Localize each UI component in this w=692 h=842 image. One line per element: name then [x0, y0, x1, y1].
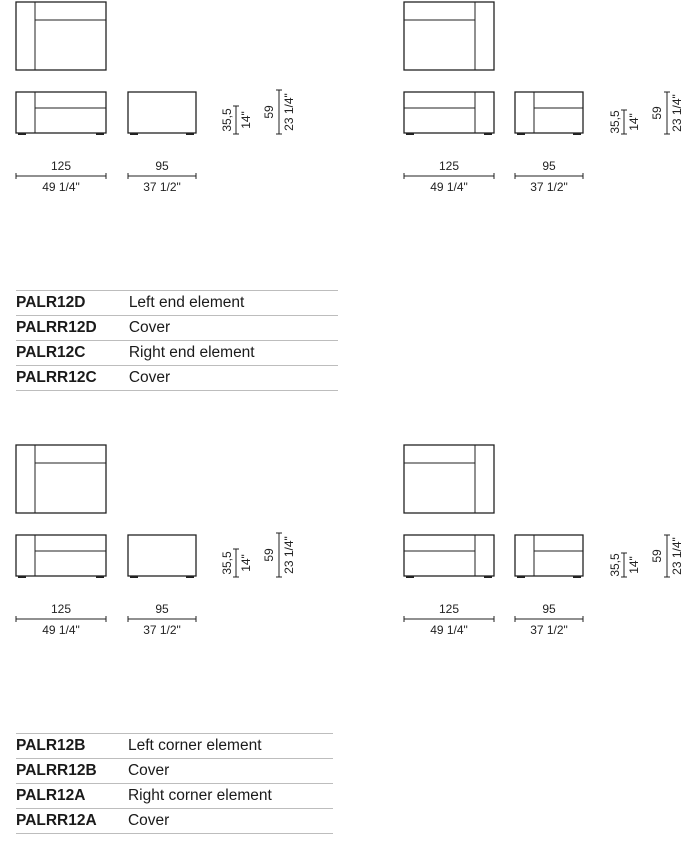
- product-description: Right end element: [129, 341, 338, 366]
- table-row: [16, 291, 338, 316]
- product-description: Left end element: [129, 291, 338, 316]
- width-a-in: 49 1/4": [430, 180, 468, 194]
- seat-height-in: 14": [627, 113, 641, 131]
- width-b-in: 37 1/2": [143, 180, 181, 194]
- seat-height-in: 14": [239, 111, 253, 129]
- width-a-cm: 125: [50, 602, 72, 616]
- seat-height-in: 14": [627, 556, 641, 574]
- product-code: PALRR12A: [16, 809, 128, 834]
- drawing-left-corner-element: [16, 445, 282, 622]
- seat-height-cm: 35,5: [608, 110, 622, 134]
- total-height-in: 23 1/4": [282, 93, 296, 131]
- width-b-in: 37 1/2": [530, 623, 568, 637]
- product-code: PALR12A: [16, 784, 128, 809]
- product-description: Cover: [128, 759, 333, 784]
- width-b-cm: 95: [155, 602, 169, 616]
- product-description: Right corner element: [128, 784, 333, 809]
- dimension-labels-block-2: [430, 94, 684, 194]
- product-code: PALR12C: [16, 341, 129, 366]
- total-height-in: 23 1/4": [282, 536, 296, 574]
- total-height-cm: 59: [262, 105, 276, 119]
- width-a-cm: 125: [438, 159, 460, 173]
- seat-height-cm: 35,5: [220, 551, 234, 575]
- table-row: [16, 759, 333, 784]
- drawing-right-end-element: [404, 2, 670, 179]
- width-a-in: 49 1/4": [42, 623, 80, 637]
- total-height-cm: 59: [262, 548, 276, 562]
- width-a-cm: 125: [50, 159, 72, 173]
- code-table-corner-elements: [16, 733, 333, 834]
- table-row: [16, 316, 338, 341]
- total-height-in: 23 1/4": [670, 94, 684, 132]
- product-description: Cover: [129, 366, 338, 391]
- product-code: PALR12D: [16, 291, 129, 316]
- table-row: [16, 809, 333, 834]
- table-row: [16, 734, 333, 759]
- width-b-cm: 95: [542, 602, 556, 616]
- seat-height-cm: 35,5: [220, 108, 234, 132]
- width-a-cm: 125: [438, 602, 460, 616]
- table-row: [16, 366, 338, 391]
- width-b-in: 37 1/2": [143, 623, 181, 637]
- total-height-in: 23 1/4": [670, 537, 684, 575]
- product-code: PALRR12D: [16, 316, 129, 341]
- total-height-cm: 59: [650, 549, 664, 563]
- width-a-in: 49 1/4": [42, 180, 80, 194]
- drawing-left-end-element: [16, 2, 282, 179]
- code-table-end-elements: [16, 290, 338, 391]
- table-row: [16, 784, 333, 809]
- width-b-in: 37 1/2": [530, 180, 568, 194]
- width-b-cm: 95: [542, 159, 556, 173]
- table-row: [16, 341, 338, 366]
- product-description: Left corner element: [128, 734, 333, 759]
- product-code: PALR12B: [16, 734, 128, 759]
- width-b-cm: 95: [155, 159, 169, 173]
- product-code: PALRR12C: [16, 366, 129, 391]
- total-height-cm: 59: [650, 106, 664, 120]
- seat-height-in: 14": [239, 554, 253, 572]
- product-code: PALRR12B: [16, 759, 128, 784]
- product-description: Cover: [129, 316, 338, 341]
- dimension-labels-block-4: [430, 537, 684, 637]
- seat-height-cm: 35,5: [608, 553, 622, 577]
- product-description: Cover: [128, 809, 333, 834]
- width-a-in: 49 1/4": [430, 623, 468, 637]
- drawing-right-corner-element: [404, 445, 670, 622]
